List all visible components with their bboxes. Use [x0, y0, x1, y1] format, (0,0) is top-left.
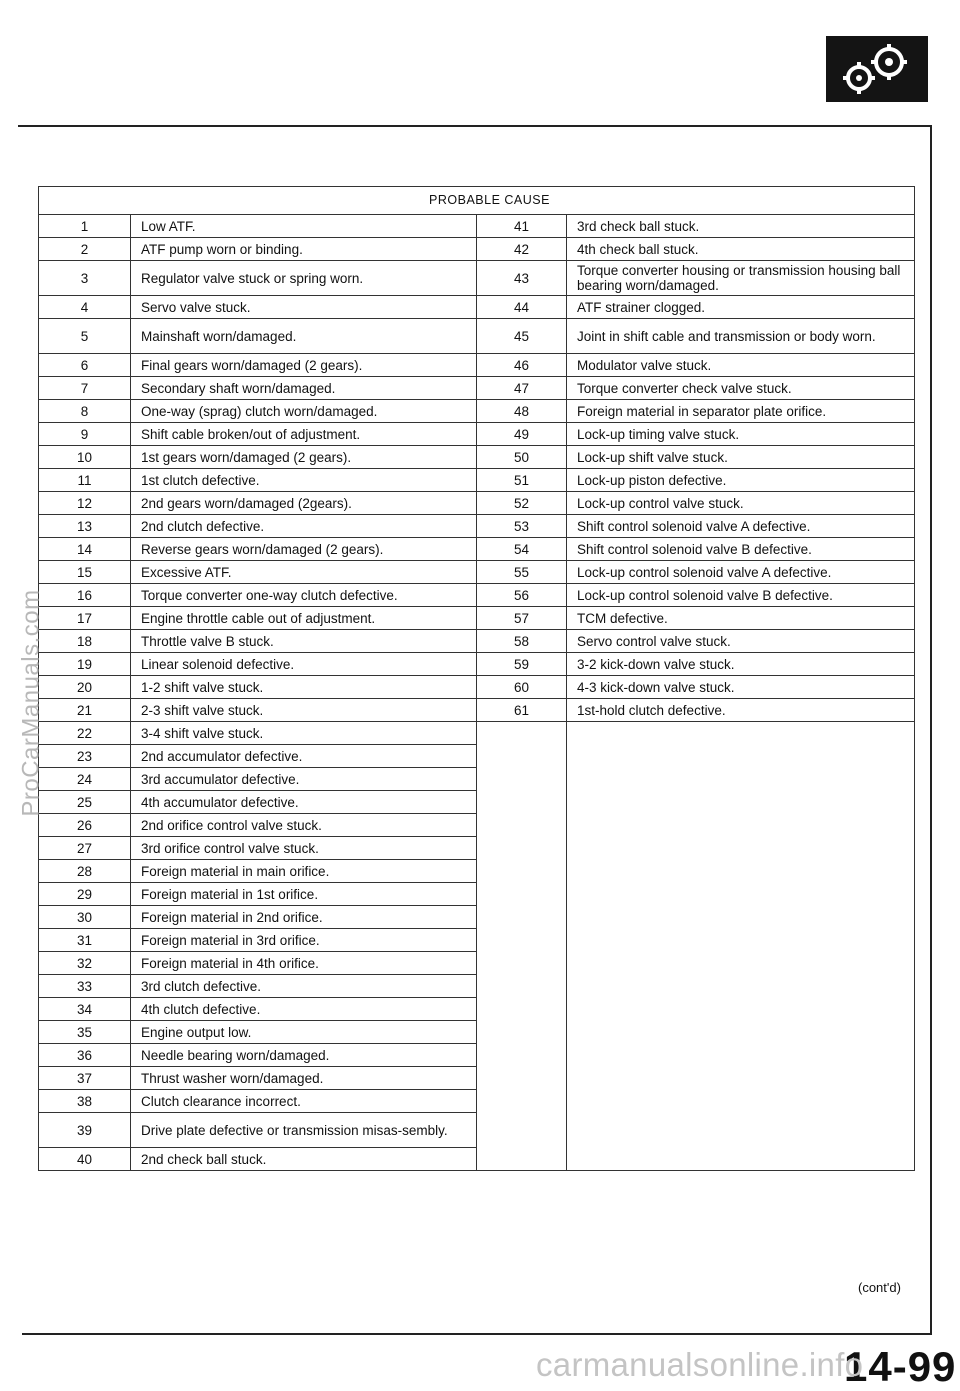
bottom-watermark: carmanualsonline.info — [536, 1346, 864, 1383]
cause-number: 58 — [477, 630, 567, 653]
cause-description: 4th clutch defective. — [131, 998, 477, 1021]
cause-description: Lock-up control solenoid valve A defective. — [567, 561, 915, 584]
cause-number: 59 — [477, 653, 567, 676]
cause-description: Foreign material in 4th orifice. — [131, 952, 477, 975]
bottom-rule — [22, 1333, 932, 1335]
cause-number: 8 — [39, 400, 131, 423]
cause-number: 18 — [39, 630, 131, 653]
cause-description: Reverse gears worn/damaged (2 gears). — [131, 538, 477, 561]
cause-number: 21 — [39, 699, 131, 722]
table-row — [39, 538, 915, 561]
cause-number: 48 — [477, 400, 567, 423]
cause-description: Foreign material in separator plate orifice. — [567, 400, 915, 423]
table-row — [39, 630, 915, 653]
blank-cell — [567, 722, 915, 1171]
cause-number: 43 — [477, 261, 567, 296]
cause-number: 56 — [477, 584, 567, 607]
table-row — [39, 607, 915, 630]
cause-number: 10 — [39, 446, 131, 469]
table-row — [39, 722, 915, 745]
cause-number: 51 — [477, 469, 567, 492]
cause-description: 2nd clutch defective. — [131, 515, 477, 538]
table-row — [39, 261, 915, 296]
table-row — [39, 354, 915, 377]
table-row — [39, 653, 915, 676]
cause-number: 20 — [39, 676, 131, 699]
cause-description: Foreign material in main orifice. — [131, 860, 477, 883]
table-row — [39, 423, 915, 446]
cause-description: Servo control valve stuck. — [567, 630, 915, 653]
cause-description: Foreign material in 3rd orifice. — [131, 929, 477, 952]
cause-number: 14 — [39, 538, 131, 561]
cause-description: 2-3 shift valve stuck. — [131, 699, 477, 722]
cause-description: Mainshaft worn/damaged. — [131, 319, 477, 354]
cause-number: 47 — [477, 377, 567, 400]
cause-number: 4 — [39, 296, 131, 319]
cause-number: 3 — [39, 261, 131, 296]
cause-description: ATF pump worn or binding. — [131, 238, 477, 261]
cause-description: Shift control solenoid valve B defective. — [567, 538, 915, 561]
top-rule — [18, 125, 930, 127]
cause-description: 2nd gears worn/damaged (2gears). — [131, 492, 477, 515]
table-row — [39, 584, 915, 607]
cause-description: TCM defective. — [567, 607, 915, 630]
cause-number: 19 — [39, 653, 131, 676]
cause-number: 40 — [39, 1148, 131, 1171]
table-row — [39, 377, 915, 400]
cause-number: 26 — [39, 814, 131, 837]
cause-number: 38 — [39, 1090, 131, 1113]
cause-number: 29 — [39, 883, 131, 906]
cause-number: 32 — [39, 952, 131, 975]
cause-number: 1 — [39, 215, 131, 238]
cause-number: 36 — [39, 1044, 131, 1067]
cause-description: Modulator valve stuck. — [567, 354, 915, 377]
table-row — [39, 319, 915, 354]
cause-number: 24 — [39, 768, 131, 791]
gears-icon — [829, 38, 925, 100]
table-row — [39, 699, 915, 722]
cause-number: 2 — [39, 238, 131, 261]
cause-description: Shift cable broken/out of adjustment. — [131, 423, 477, 446]
cause-number: 34 — [39, 998, 131, 1021]
cause-description: Linear solenoid defective. — [131, 653, 477, 676]
cause-description: Torque converter housing or transmission housing ball bearing worn/damaged. — [567, 261, 915, 296]
cause-number: 28 — [39, 860, 131, 883]
cause-number: 35 — [39, 1021, 131, 1044]
cause-number: 45 — [477, 319, 567, 354]
table-row — [39, 492, 915, 515]
cause-number: 31 — [39, 929, 131, 952]
cause-description: Low ATF. — [131, 215, 477, 238]
cause-description: Foreign material in 2nd orifice. — [131, 906, 477, 929]
cause-number: 12 — [39, 492, 131, 515]
cause-number: 6 — [39, 354, 131, 377]
side-watermark — [20, 568, 44, 838]
cause-description: 4th check ball stuck. — [567, 238, 915, 261]
cause-description: Torque converter check valve stuck. — [567, 377, 915, 400]
cause-description: Thrust washer worn/damaged. — [131, 1067, 477, 1090]
cause-description: Excessive ATF. — [131, 561, 477, 584]
table-row — [39, 400, 915, 423]
cause-number: 23 — [39, 745, 131, 768]
cause-description: 3rd accumulator defective. — [131, 768, 477, 791]
table-row — [39, 446, 915, 469]
cause-number: 16 — [39, 584, 131, 607]
cause-number: 17 — [39, 607, 131, 630]
cause-description: Regulator valve stuck or spring worn. — [131, 261, 477, 296]
cause-number: 37 — [39, 1067, 131, 1090]
cause-description: Lock-up timing valve stuck. — [567, 423, 915, 446]
cause-number: 41 — [477, 215, 567, 238]
cause-number: 22 — [39, 722, 131, 745]
cause-description: 2nd check ball stuck. — [131, 1148, 477, 1171]
cause-number: 42 — [477, 238, 567, 261]
cause-description: Shift control solenoid valve A defective. — [567, 515, 915, 538]
cause-description: 1st gears worn/damaged (2 gears). — [131, 446, 477, 469]
table-title: PROBABLE CAUSE — [39, 187, 915, 215]
table-row — [39, 515, 915, 538]
cause-number: 25 — [39, 791, 131, 814]
side-watermark-text: ProCarManuals.com — [18, 589, 45, 817]
cause-description: 3rd orifice control valve stuck. — [131, 837, 477, 860]
cause-description: 4-3 kick-down valve stuck. — [567, 676, 915, 699]
cause-number: 57 — [477, 607, 567, 630]
cause-description: 1st clutch defective. — [131, 469, 477, 492]
table-row — [39, 676, 915, 699]
table-row — [39, 469, 915, 492]
cause-description: 2nd orifice control valve stuck. — [131, 814, 477, 837]
cause-description: Engine output low. — [131, 1021, 477, 1044]
table-row — [39, 238, 915, 261]
cause-description: Joint in shift cable and transmission or body worn. — [567, 319, 915, 354]
page-number: 14-99 — [844, 1343, 957, 1390]
cause-description: Final gears worn/damaged (2 gears). — [131, 354, 477, 377]
cause-description: Lock-up control solenoid valve B defective. — [567, 584, 915, 607]
cause-description: Drive plate defective or transmission misas-sembly. — [131, 1113, 477, 1148]
cause-description: ATF strainer clogged. — [567, 296, 915, 319]
cause-number: 15 — [39, 561, 131, 584]
cause-number: 50 — [477, 446, 567, 469]
cause-number: 13 — [39, 515, 131, 538]
cause-description: 3rd clutch defective. — [131, 975, 477, 998]
blank-cell — [477, 722, 567, 1171]
cause-number: 33 — [39, 975, 131, 998]
cause-description: Engine throttle cable out of adjustment. — [131, 607, 477, 630]
cause-description: Foreign material in 1st orifice. — [131, 883, 477, 906]
cause-number: 39 — [39, 1113, 131, 1148]
right-rule — [930, 125, 932, 1335]
cause-description: Lock-up control valve stuck. — [567, 492, 915, 515]
table-row — [39, 561, 915, 584]
cause-number: 54 — [477, 538, 567, 561]
cause-description: Needle bearing worn/damaged. — [131, 1044, 477, 1067]
cause-number: 30 — [39, 906, 131, 929]
cause-description: Clutch clearance incorrect. — [131, 1090, 477, 1113]
continued-label: (cont'd) — [858, 1280, 901, 1295]
cause-number: 46 — [477, 354, 567, 377]
cause-number: 60 — [477, 676, 567, 699]
table-row — [39, 215, 915, 238]
cause-description: 3-2 kick-down valve stuck. — [567, 653, 915, 676]
gears-logo — [826, 36, 928, 102]
cause-description: Lock-up piston defective. — [567, 469, 915, 492]
cause-description: 1st-hold clutch defective. — [567, 699, 915, 722]
cause-number: 44 — [477, 296, 567, 319]
cause-description: Throttle valve B stuck. — [131, 630, 477, 653]
cause-description: Secondary shaft worn/damaged. — [131, 377, 477, 400]
cause-description: 2nd accumulator defective. — [131, 745, 477, 768]
cause-number: 27 — [39, 837, 131, 860]
cause-description: One-way (sprag) clutch worn/damaged. — [131, 400, 477, 423]
cause-number: 53 — [477, 515, 567, 538]
probable-cause-table — [38, 186, 915, 1171]
cause-number: 55 — [477, 561, 567, 584]
table-body — [39, 215, 915, 1171]
cause-description: Torque converter one-way clutch defective. — [131, 584, 477, 607]
cause-number: 9 — [39, 423, 131, 446]
cause-description: 4th accumulator defective. — [131, 791, 477, 814]
cause-number: 11 — [39, 469, 131, 492]
table-row — [39, 296, 915, 319]
cause-number: 52 — [477, 492, 567, 515]
cause-description: Lock-up shift valve stuck. — [567, 446, 915, 469]
cause-number: 49 — [477, 423, 567, 446]
cause-number: 7 — [39, 377, 131, 400]
cause-number: 5 — [39, 319, 131, 354]
cause-description: 1-2 shift valve stuck. — [131, 676, 477, 699]
cause-description: 3-4 shift valve stuck. — [131, 722, 477, 745]
cause-description: Servo valve stuck. — [131, 296, 477, 319]
cause-description: 3rd check ball stuck. — [567, 215, 915, 238]
cause-number: 61 — [477, 699, 567, 722]
